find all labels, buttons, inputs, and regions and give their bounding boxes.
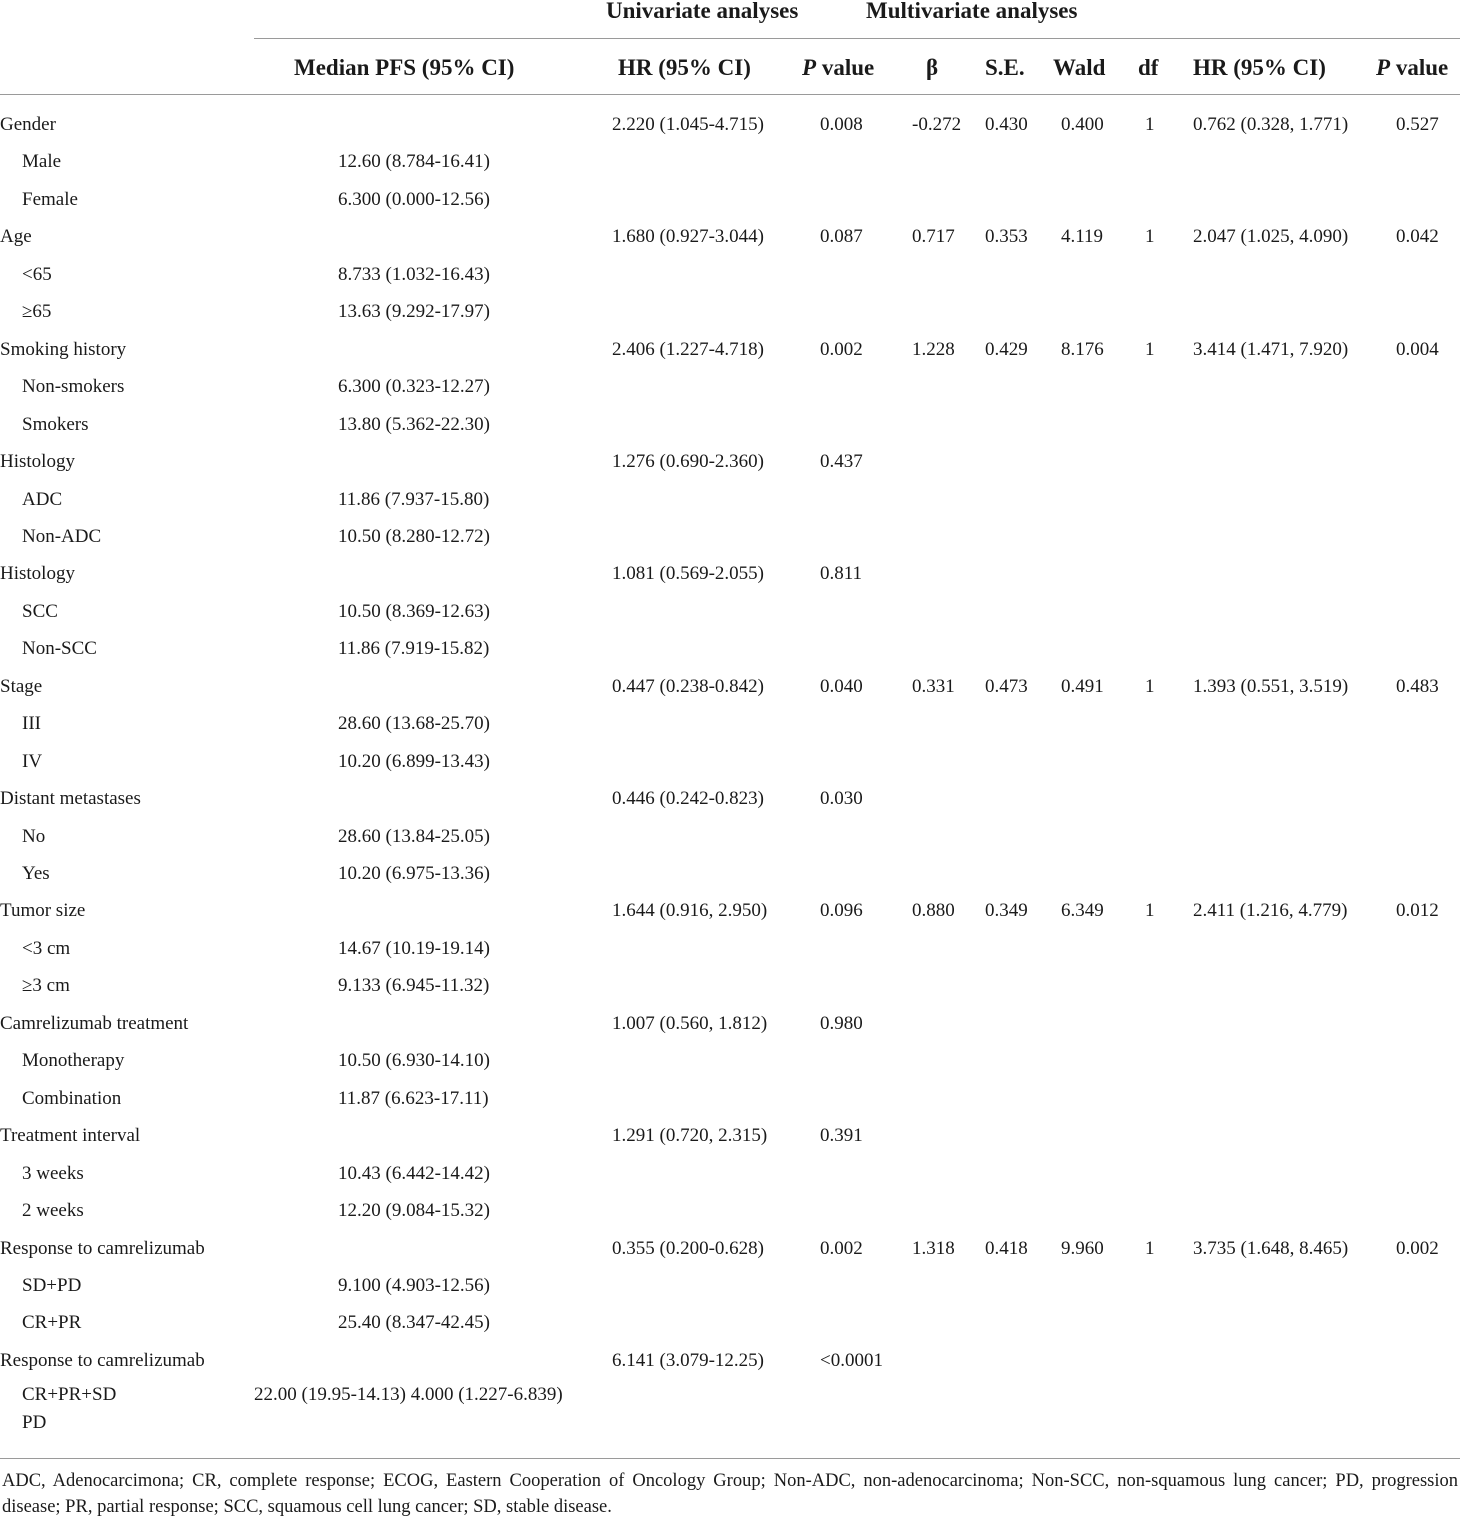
col-multi-p: P value [1376, 55, 1449, 80]
row-label: Monotherapy [22, 1050, 125, 1071]
cell-median-pfs: 13.63 (9.292-17.97) [338, 301, 490, 322]
cell-se: 0.430 [985, 114, 1028, 135]
cell-median-pfs: 10.50 (8.280-12.72) [338, 526, 490, 547]
row-label: 3 weeks [22, 1163, 84, 1184]
last-row-median: 22.00 (19.95-14.13) 4.000 (1.227-6.839) [254, 1384, 563, 1405]
cell-multi-hr: 1.393 (0.551, 3.519) [1193, 676, 1349, 697]
group-header-rule [254, 38, 1460, 39]
row-label: Age [0, 226, 32, 247]
row-label: IV [22, 751, 43, 772]
cell-median-pfs: 11.86 (7.919-15.82) [338, 638, 490, 659]
cell-wald: 8.176 [1061, 339, 1104, 360]
cell-uni-p: 0.030 [820, 788, 863, 809]
row-label: ≥3 cm [22, 975, 70, 996]
cell-multi-hr: 2.047 (1.025, 4.090) [1193, 226, 1349, 247]
cell-multi-p: 0.527 [1396, 114, 1439, 135]
cell-uni-p: 0.391 [820, 1125, 863, 1146]
row-label: III [22, 713, 41, 734]
row-label: Non-SCC [22, 638, 97, 659]
cell-multi-p: 0.042 [1396, 226, 1439, 247]
cell-uni-p: 0.002 [820, 1238, 863, 1259]
cell-uni-hr: 2.220 (1.045-4.715) [612, 114, 764, 135]
cell-multi-p: 0.004 [1396, 339, 1439, 360]
cell-uni-p: 0.811 [820, 563, 863, 584]
cell-beta: 0.880 [912, 900, 955, 921]
col-uni-p: P value [802, 55, 875, 80]
col-se: S.E. [985, 55, 1025, 80]
row-label: Tumor size [0, 900, 86, 921]
cell-wald: 0.400 [1061, 114, 1104, 135]
cell-se: 0.473 [985, 676, 1028, 697]
cell-uni-hr: 0.447 (0.238-0.842) [612, 676, 764, 697]
col-beta: β [926, 55, 939, 80]
cell-multi-p: 0.483 [1396, 676, 1439, 697]
cell-median-pfs: 14.67 (10.19-19.14) [338, 938, 490, 959]
row-label: Stage [0, 676, 43, 697]
last-row-label-1: CR+PR+SD [22, 1384, 117, 1405]
cell-median-pfs: 6.300 (0.000-12.56) [338, 189, 490, 210]
row-label: 2 weeks [22, 1200, 84, 1221]
cell-uni-p: <0.0001 [820, 1350, 883, 1371]
cell-uni-p: 0.980 [820, 1013, 863, 1034]
row-label: Response to camrelizumab [0, 1238, 205, 1259]
header-multivariate: Multivariate analyses [866, 0, 1078, 23]
footer-rule [0, 1458, 1460, 1459]
col-multi-hr: HR (95% CI) [1193, 55, 1326, 80]
cell-median-pfs: 10.20 (6.975-13.36) [338, 863, 490, 884]
cell-uni-p: 0.002 [820, 339, 863, 360]
row-label: Camrelizumab treatment [0, 1013, 189, 1034]
cell-multi-p: 0.002 [1396, 1238, 1439, 1259]
row-label: Non-ADC [22, 526, 102, 547]
cell-median-pfs: 10.20 (6.899-13.43) [338, 751, 490, 772]
cell-uni-hr: 0.355 (0.200-0.628) [612, 1238, 764, 1259]
row-label: Combination [22, 1088, 122, 1109]
cell-se: 0.353 [985, 226, 1028, 247]
row-label: Histology [0, 451, 75, 472]
cell-median-pfs: 6.300 (0.323-12.27) [338, 376, 490, 397]
col-uni-hr: HR (95% CI) [618, 55, 751, 80]
cell-df: 1 [1145, 676, 1155, 697]
cell-uni-hr: 1.276 (0.690-2.360) [612, 451, 764, 472]
cell-df: 1 [1145, 339, 1155, 360]
cell-median-pfs: 11.87 (6.623-17.11) [338, 1088, 489, 1109]
cell-median-pfs: 13.80 (5.362-22.30) [338, 414, 490, 435]
footnote: ADC, Adenocarcimona; CR, complete response; ECOG, Eastern Cooperation of Oncology Group; Non-ADC, non-adenocarcinoma; Non-SCC, non-squamous lung cancer; PD, progression disease; PR, partial response; SCC, squamous cell lung cancer; SD, stable disease. [2, 1471, 1458, 1517]
row-label: No [22, 826, 46, 847]
header-rule [0, 94, 1460, 95]
cell-beta: 1.318 [912, 1238, 955, 1259]
col-df: df [1138, 55, 1159, 80]
cell-beta: 0.717 [912, 226, 955, 247]
cell-median-pfs: 10.43 (6.442-14.42) [338, 1163, 490, 1184]
cell-uni-hr: 6.141 (3.079-12.25) [612, 1350, 764, 1371]
cell-df: 1 [1145, 1238, 1155, 1259]
cell-df: 1 [1145, 226, 1155, 247]
cell-median-pfs: 12.60 (8.784-16.41) [338, 151, 490, 172]
cell-se: 0.429 [985, 339, 1028, 360]
cell-uni-hr: 1.007 (0.560, 1.812) [612, 1013, 768, 1034]
row-label: Yes [22, 863, 50, 884]
row-label: <65 [22, 264, 52, 285]
cell-median-pfs: 28.60 (13.68-25.70) [338, 713, 490, 734]
col-wald: Wald [1053, 55, 1106, 80]
cell-beta: 1.228 [912, 339, 955, 360]
cell-se: 0.418 [985, 1238, 1028, 1259]
cell-multi-hr: 3.414 (1.471, 7.920) [1193, 339, 1349, 360]
cell-wald: 6.349 [1061, 900, 1104, 921]
cell-se: 0.349 [985, 900, 1028, 921]
row-label: SCC [22, 601, 58, 622]
cell-wald: 0.491 [1061, 676, 1104, 697]
cell-uni-p: 0.040 [820, 676, 863, 697]
row-label: SD+PD [22, 1275, 82, 1296]
row-label: ≥65 [22, 301, 52, 322]
row-label: Gender [0, 114, 56, 135]
cell-uni-hr: 0.446 (0.242-0.823) [612, 788, 764, 809]
row-label: Response to camrelizumab [0, 1350, 205, 1371]
row-label: Smoking history [0, 339, 127, 360]
cell-median-pfs: 12.20 (9.084-15.32) [338, 1200, 490, 1221]
row-label: CR+PR [22, 1312, 82, 1333]
cell-median-pfs: 11.86 (7.937-15.80) [338, 489, 490, 510]
cell-multi-p: 0.012 [1396, 900, 1439, 921]
row-label: Distant metastases [0, 788, 141, 809]
row-label: Female [22, 189, 78, 210]
cell-beta: -0.272 [912, 114, 962, 135]
row-label: Non-smokers [22, 376, 125, 397]
cell-uni-hr: 1.680 (0.927-3.044) [612, 226, 764, 247]
row-label: Male [22, 151, 62, 172]
cell-beta: 0.331 [912, 676, 955, 697]
cell-df: 1 [1145, 900, 1155, 921]
row-label: Histology [0, 563, 75, 584]
header-univariate: Univariate analyses [606, 0, 799, 23]
cell-median-pfs: 9.133 (6.945-11.32) [338, 975, 490, 996]
cell-uni-hr: 1.644 (0.916, 2.950) [612, 900, 768, 921]
cell-uni-hr: 1.081 (0.569-2.055) [612, 563, 764, 584]
row-label: Treatment interval [0, 1125, 141, 1146]
cell-df: 1 [1145, 114, 1155, 135]
row-label: ADC [22, 489, 63, 510]
row-label: <3 cm [22, 938, 71, 959]
cell-uni-hr: 1.291 (0.720, 2.315) [612, 1125, 768, 1146]
cell-uni-hr: 2.406 (1.227-4.718) [612, 339, 764, 360]
cell-median-pfs: 8.733 (1.032-16.43) [338, 264, 490, 285]
cell-median-pfs: 28.60 (13.84-25.05) [338, 826, 490, 847]
cell-uni-p: 0.437 [820, 451, 863, 472]
cell-median-pfs: 10.50 (8.369-12.63) [338, 601, 490, 622]
cell-wald: 4.119 [1061, 226, 1104, 247]
row-label: Smokers [22, 414, 89, 435]
last-row-label-2: PD [22, 1412, 47, 1433]
cell-median-pfs: 10.50 (6.930-14.10) [338, 1050, 490, 1071]
cell-uni-p: 0.087 [820, 226, 863, 247]
cell-uni-p: 0.008 [820, 114, 863, 135]
cell-median-pfs: 9.100 (4.903-12.56) [338, 1275, 490, 1296]
cell-wald: 9.960 [1061, 1238, 1104, 1259]
cell-multi-hr: 2.411 (1.216, 4.779) [1193, 900, 1348, 921]
cell-median-pfs: 25.40 (8.347-42.45) [338, 1312, 490, 1333]
cell-uni-p: 0.096 [820, 900, 863, 921]
cell-multi-hr: 0.762 (0.328, 1.771) [1193, 114, 1349, 135]
cell-multi-hr: 3.735 (1.648, 8.465) [1193, 1238, 1349, 1259]
col-median-pfs: Median PFS (95% CI) [294, 55, 515, 80]
